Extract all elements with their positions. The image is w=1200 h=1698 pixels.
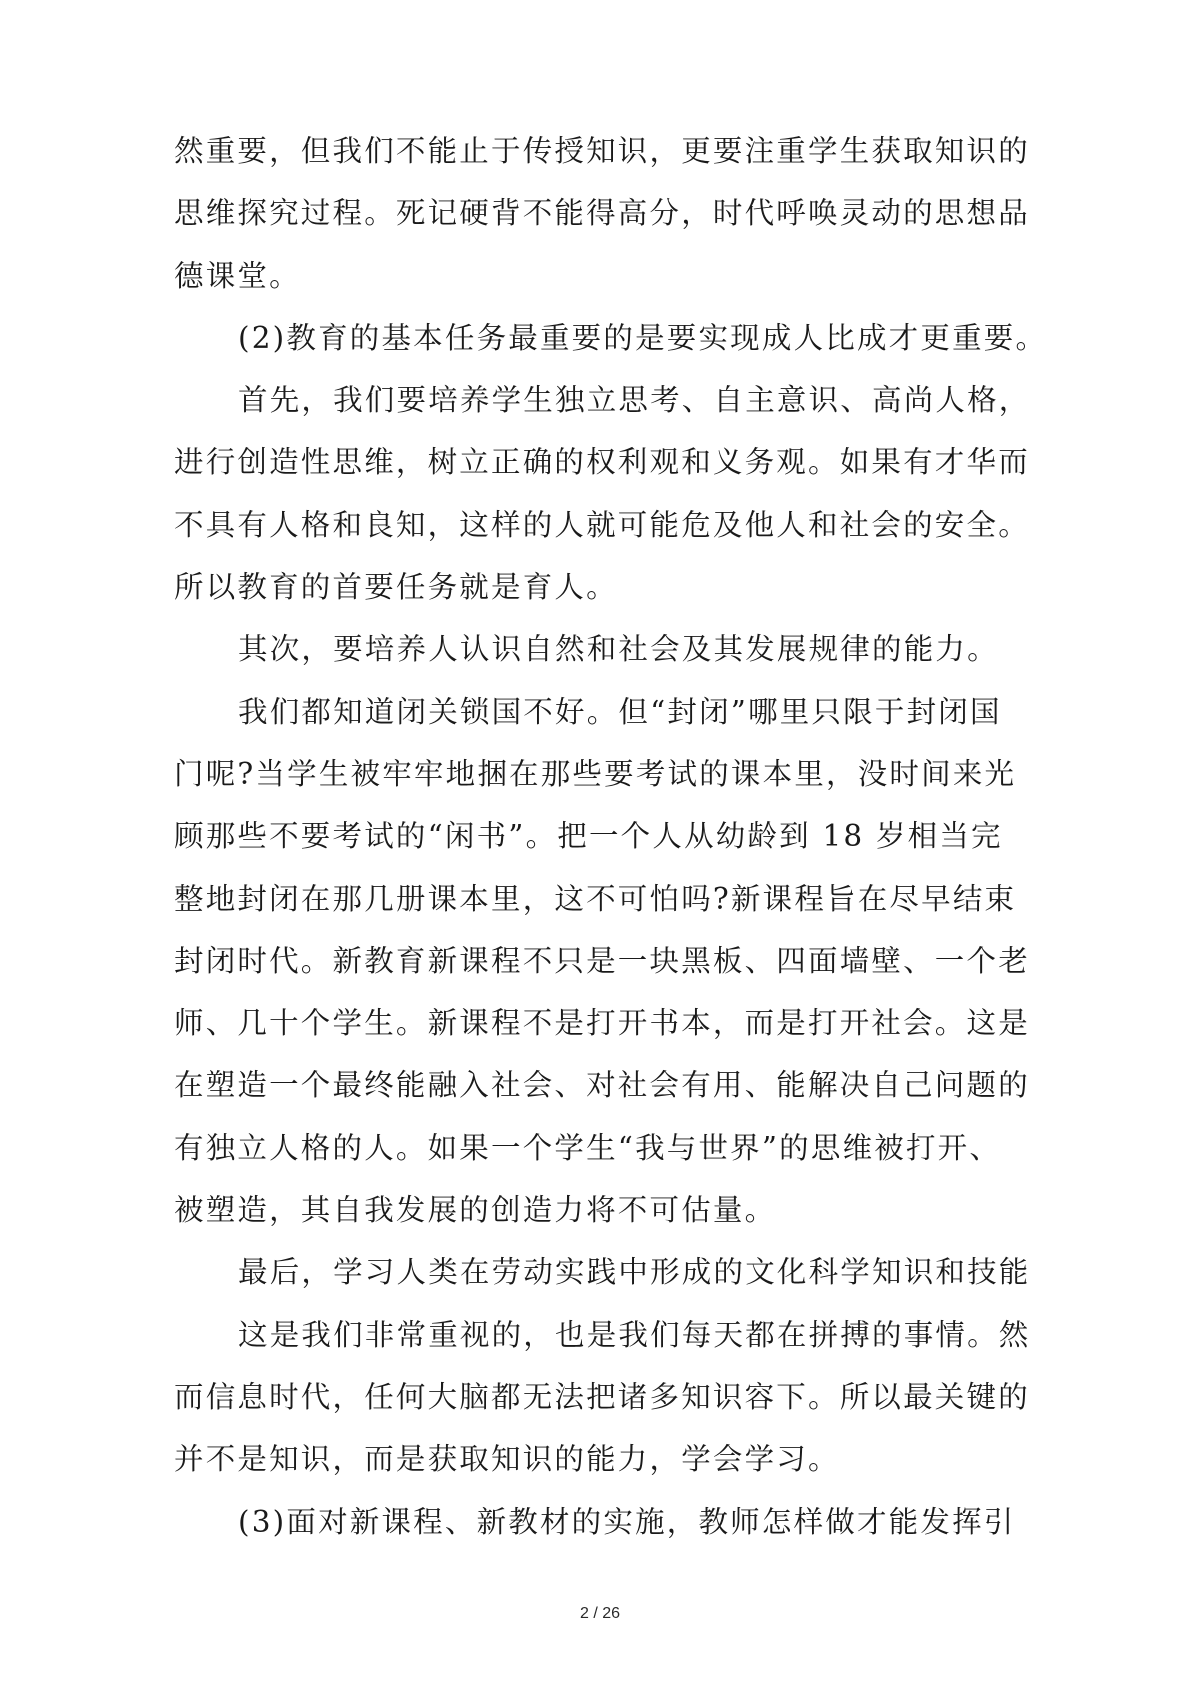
text-line: (3)面对新课程、新教材的实施，教师怎样做才能发挥引	[238, 1504, 1016, 1539]
text-line: 有独立人格的人。如果一个学生“我与世界”的思维被打开、	[174, 1130, 1002, 1165]
text-line: 思维探究过程。死记硬背不能得高分，时代呼唤灵动的思想品	[174, 196, 1030, 231]
text-line: 而信息时代，任何大脑都无法把诸多知识容下。所以最关键的	[174, 1379, 1030, 1414]
text-line: 然重要，但我们不能止于传授知识，更要注重学生获取知识的	[174, 134, 1030, 168]
text-line: 其次，要培养人认识自然和社会及其发展规律的能力。	[238, 632, 999, 667]
page-number: 2 / 26	[579, 1605, 621, 1622]
text-line: 不具有人格和良知，这样的人就可能危及他人和社会的安全。	[174, 507, 1030, 542]
text-line: 这是我们非常重视的，也是我们每天都在拼搏的事情。然	[238, 1317, 1031, 1352]
text-line: 我们都知道闭关锁国不好。但“封闭”哪里只限于封闭国	[238, 694, 1002, 729]
text-line: 进行创造性思维，树立正确的权利观和义务观。如果有才华而	[174, 445, 1030, 480]
text-line: 门呢?当学生被牢牢地捆在那些要考试的课本里，没时间来光	[174, 756, 1017, 791]
text-line: (2)教育的基本任务最重要的是要实现成人比成才更重要。	[238, 320, 1048, 355]
text-line: 并不是知识，而是获取知识的能力，学会学习。	[174, 1442, 840, 1477]
text-line: 德课堂。	[174, 258, 301, 293]
text-line: 封闭时代。新教育新课程不只是一块黑板、四面墙壁、一个老	[174, 943, 1030, 978]
text-line: 在塑造一个最终能融入社会、对社会有用、能解决自己问题的	[174, 1068, 1030, 1103]
text-line: 整地封闭在那几册课本里，这不可怕吗?新课程旨在尽早结束	[174, 881, 1017, 916]
text-line: 最后，学习人类在劳动实践中形成的文化科学知识和技能	[238, 1255, 1031, 1290]
text-line: 被塑造，其自我发展的创造力将不可估量。	[174, 1193, 777, 1228]
text-line: 师、几十个学生。新课程不是打开书本，而是打开社会。这是	[174, 1006, 1030, 1041]
text-line: 首先，我们要培养学生独立思考、自主意识、高尚人格，	[238, 383, 1031, 418]
text-line: 顾那些不要考试的“闲书”。把一个人从幼龄到 18 岁相当完	[174, 819, 1003, 854]
document-body	[174, 120, 1048, 1553]
text-line: 所以教育的首要任务就是育人。	[174, 570, 618, 605]
